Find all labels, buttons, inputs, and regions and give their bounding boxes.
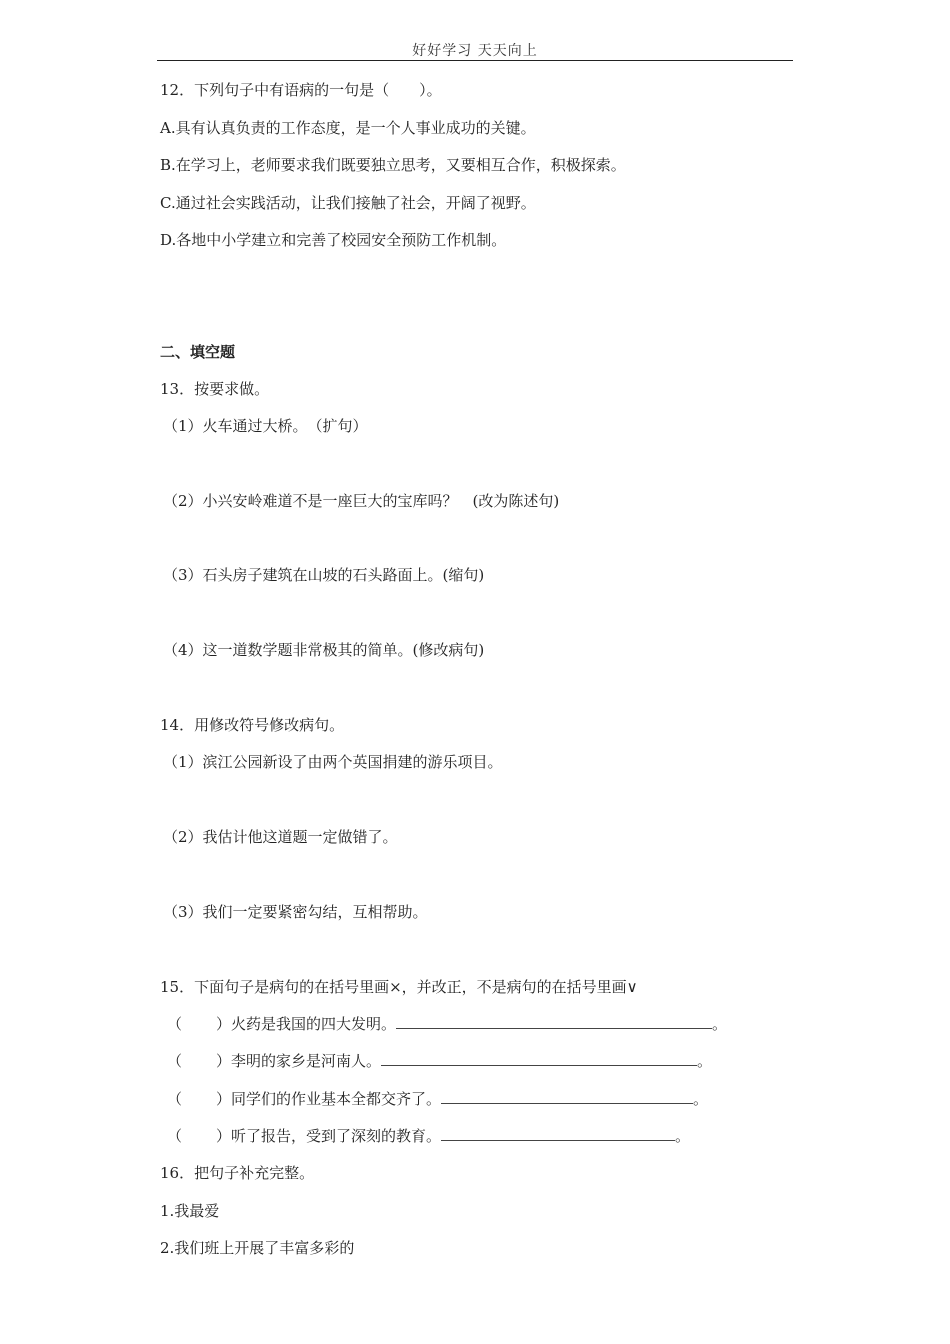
end-mark: 。 [712,1015,728,1033]
close-paren: ） [216,1015,232,1033]
open-paren: （ [167,1127,183,1145]
q14-item-3: （3）我们一定要紧密勾结，互相帮助。 [163,903,428,921]
q15-stem: 15．下面句子是病句的在括号里画×，并改正，不是病句的在括号里画∨ [160,978,638,996]
q16-stem: 16．把句子补充完整。 [160,1164,315,1182]
header-divider [157,60,793,61]
q15-sentence: 李明的家乡是河南人。 [231,1052,382,1070]
q16-item-1: 1.我最爱 [160,1202,220,1220]
q15-sentence: 火药是我国的四大发明。 [231,1015,397,1033]
q12-option-d: D.各地中小学建立和完善了校园安全预防工作机制。 [160,231,507,249]
q13-stem: 13．按要求做。 [160,380,270,398]
q12-option-b: B.在学习上，老师要求我们既要独立思考，又要相互合作，积极探索。 [160,156,626,174]
answer-blank[interactable] [396,1014,712,1029]
q13-item-3: （3）石头房子建筑在山坡的石头路面上。(缩句) [163,566,485,584]
q12-stem: 12．下列句子中有语病的一句是（ ）。 [160,81,442,99]
q15-row-4 [167,1126,690,1146]
q15-sentence: 听了报告，受到了深刻的教育。 [231,1127,442,1145]
q13-item-1: （1）火车通过大桥。 （扩句） [163,417,368,435]
open-paren: （ [167,1052,183,1070]
q15-row-3 [167,1089,708,1109]
section-title: 二、填空题 [160,343,236,361]
q13-item-2: （2）小兴安岭难道不是一座巨大的宝库吗？ (改为陈述句) [163,492,560,510]
q15-row-2 [167,1051,712,1071]
close-paren: ） [216,1052,232,1070]
answer-blank[interactable] [441,1126,675,1141]
q12-option-a: A.具有认真负责的工作态度，是一个人事业成功的关键。 [160,119,536,137]
q16-item-2: 2.我们班上开展了丰富多彩的 [160,1239,355,1257]
q15-row-1 [167,1014,727,1034]
end-mark: 。 [675,1127,691,1145]
page-header: 好好学习 天天向上 [412,43,538,59]
open-paren: （ [167,1015,183,1033]
q14-item-1: （1）滨江公园新设了由两个英国捐建的游乐项目。 [163,753,503,771]
close-paren: ） [216,1127,232,1145]
answer-blank[interactable] [381,1051,697,1066]
end-mark: 。 [693,1090,709,1108]
q14-item-2: （2）我估计他这道题一定做错了。 [163,828,398,846]
answer-blank[interactable] [441,1089,693,1104]
open-paren: （ [167,1090,183,1108]
end-mark: 。 [697,1052,713,1070]
q12-option-c: C.通过社会实践活动，让我们接触了社会，开阔了视野。 [160,194,536,212]
q14-stem: 14．用修改符号修改病句。 [160,716,345,734]
q13-item-4: （4）这一道数学题非常极其的简单。(修改病句) [163,641,485,659]
close-paren: ） [216,1090,232,1108]
q15-sentence: 同学们的作业基本全都交齐了。 [231,1090,442,1108]
